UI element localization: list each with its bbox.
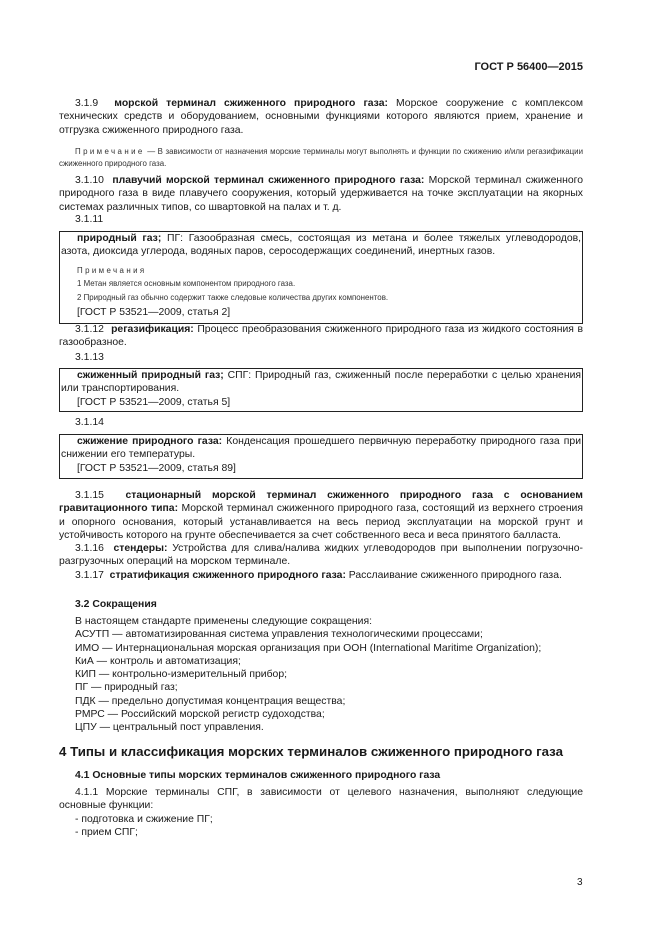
document-header: ГОСТ Р 56400—2015 xyxy=(474,61,583,73)
abbreviation-item: ПДК — предельно допустимая концентрация вещества; xyxy=(75,695,346,707)
source-reference: [ГОСТ Р 53521—2009, статья 89] xyxy=(77,462,236,474)
bullet-item: - прием СПГ; xyxy=(75,827,138,839)
definition-3-1-14 xyxy=(61,435,581,462)
notes-label: Примечания xyxy=(77,265,147,275)
term: стационарный морской терминал сжиженного природного газа с основанием гравитационного типа: xyxy=(59,490,583,515)
abbreviation-item: КИП — контрольно-измерительный прибор; xyxy=(75,669,288,681)
note-label: Примечание xyxy=(75,147,145,156)
definition: Морское сооружение с комплексом технических средств и оборудованием, основными функциями которого являются прием, хранение и отгрузка сжиженного природного газа. xyxy=(59,98,583,136)
term: природный газ; xyxy=(77,233,162,244)
function-list xyxy=(59,813,599,840)
source-reference: [ГОСТ Р 53521—2009, статья 5] xyxy=(77,396,231,408)
bullet-item: - подготовка и сжижение ПГ; xyxy=(75,814,213,825)
clause-4-1-1: 4.1.1 Морские терминалы СПГ, в зависимости от целевого назначения, выполняют следующие основные функции: xyxy=(59,787,583,812)
term: морской терминал сжиженного природного газа: xyxy=(114,98,388,109)
definition: Процесс преобразования сжиженного природного газа из жидкого состояния в газообразное. xyxy=(59,324,584,349)
definition-3-1-13 xyxy=(61,369,581,396)
definition: Конденсация прошедшего первичную переработку природного газа при снижении его температуры. xyxy=(61,436,581,461)
clause-3-1-17 xyxy=(59,569,583,582)
clause-3-1-16 xyxy=(59,542,583,569)
clause-box-3-1-14 xyxy=(59,434,583,479)
term: стендеры: xyxy=(113,543,168,554)
clause-number: 3.1.9 xyxy=(75,98,99,109)
abbreviations-intro: В настоящем стандарте применены следующие сокращения: xyxy=(75,616,372,627)
abbreviation-item: ЦПУ — центральный пост управления. xyxy=(75,722,264,734)
clause-number-3-1-13: 3.1.13 xyxy=(75,352,104,363)
clause-box-3-1-11 xyxy=(59,231,583,324)
clause-number: 3.1.17 xyxy=(75,570,104,581)
clause-number-3-1-11: 3.1.11 xyxy=(75,214,104,225)
clause-3-1-12 xyxy=(59,323,583,350)
abbreviation-item: КиА — контроль и автоматизация; xyxy=(75,655,241,667)
note-item: 2 Природный газ обычно содержит также следовые количества других компонентов. xyxy=(77,292,389,302)
term: сжижение природного газа: xyxy=(77,436,223,447)
definition-3-1-11 xyxy=(61,232,581,259)
subsection-heading-4-1: 4.1 Основные типы морских терминалов сжиженного природного газа xyxy=(75,770,441,781)
clause-number-3-1-14: 3.1.14 xyxy=(75,417,104,428)
term: сжиженный природный газ; xyxy=(77,370,224,381)
term: регазификация: xyxy=(111,324,194,335)
clause-3-1-15 xyxy=(59,489,583,542)
note-3-1-9 xyxy=(59,146,583,169)
term: стратификация сжиженного природного газа: xyxy=(109,570,346,581)
note-text: — В зависимости от назначения морские терминалы могут выполнять и функции по сжижению и/или регазификации сжиженного природного газа. xyxy=(59,147,583,168)
note-item: 1 Метан является основным компонентом природного газа. xyxy=(77,279,296,289)
abbreviation-item: ПГ — природный газ; xyxy=(75,682,178,694)
abbreviations-list xyxy=(59,615,599,735)
definition: СПГ: Природный газ, сжиженный после переработки с целью хранения или транспортирования. xyxy=(61,370,581,395)
definition: Расслаивание сжиженного природного газа. xyxy=(345,570,562,581)
clause-number: 3.1.10 xyxy=(75,175,104,186)
section-heading-3-2: 3.2 Сокращения xyxy=(75,599,157,610)
clause-3-1-10 xyxy=(59,174,583,214)
clause-number: 3.1.12 xyxy=(75,324,104,335)
definition: Устройства для слива/налива жидких углеводородов при выполнении погрузочно-разгрузочных операций на морском терминале. xyxy=(59,543,583,568)
definition: ПГ: Газообразная смесь, состоящая из метана и более тяжелых углеводородов, азота, диоксида углерода, водяных паров, серосодержащих соединений, инертных газов. xyxy=(61,233,581,258)
definition: Морской терминал сжиженного природного газа, состоящий из верхнего строения и опорного основания, который устанавливается на весь период эксплуатации на морской грунт и устойчивость которого на грунте обеспечивается за счет собственного веса и веса принятого балласта. xyxy=(59,503,583,541)
abbreviation-item: ИМО — Интернациональная морская организация при ООН (International Maritime Organization); xyxy=(75,642,542,654)
clause-box-3-1-13 xyxy=(59,368,583,412)
clause-3-1-9 xyxy=(59,97,583,137)
abbreviation-item: РМРС — Российский морской регистр судоходства; xyxy=(75,709,325,721)
abbreviation-item: АСУТП — автоматизированная система управления технологическими процессами; xyxy=(75,629,483,641)
clause-number: 3.1.16 xyxy=(75,543,104,554)
clause-number: 3.1.15 xyxy=(75,490,104,501)
source-reference: [ГОСТ Р 53521—2009, статья 2] xyxy=(77,307,231,319)
definition: Морской терминал сжиженного природного газа в виде плавучего сооружения, который удерживается на точке эксплуатации на якорных системах различных типов, со швартовкой на палах и т. д. xyxy=(59,175,583,213)
term: плавучий морской терминал сжиженного природного газа: xyxy=(112,175,425,186)
page-number: 3 xyxy=(577,877,583,888)
section-heading-4: 4 Типы и классификация морских терминалов сжиженного природного газа xyxy=(59,744,563,759)
